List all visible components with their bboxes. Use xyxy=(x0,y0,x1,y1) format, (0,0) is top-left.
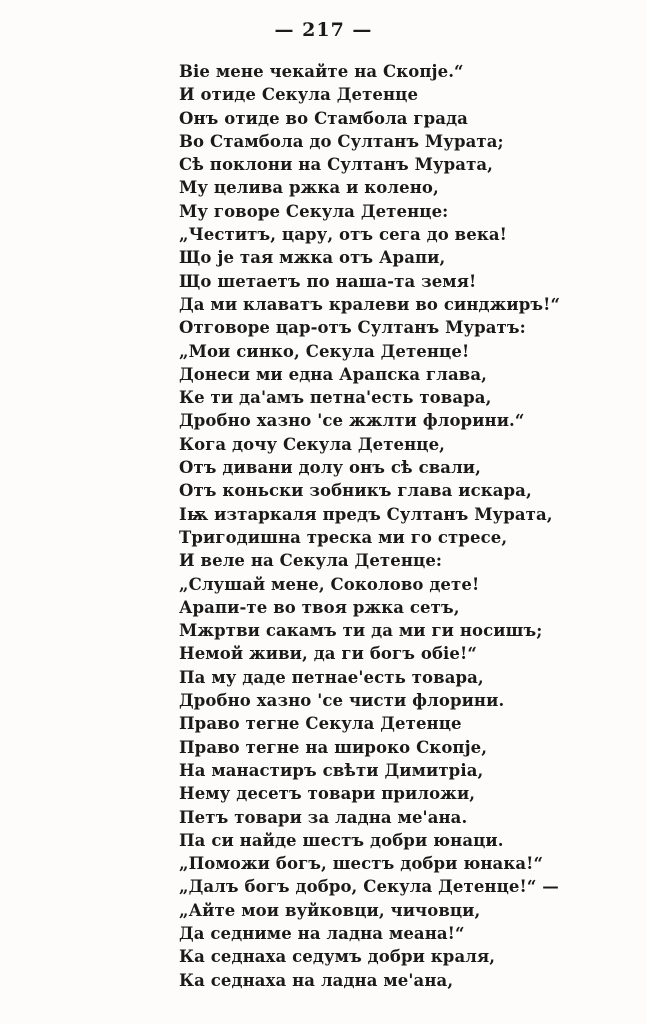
verse-line: Му говоре Секула Детенце: xyxy=(179,201,449,221)
verse-line: На манастиръ свѣти Димитріа, xyxy=(179,760,484,780)
verse-line: Онъ отиде во Стамбола града xyxy=(179,108,468,128)
verse-line: Немой живи, да ги богъ обіе!“ xyxy=(179,644,477,664)
verse-line: Петъ товари за ладна ме'ана. xyxy=(179,807,468,827)
verse-line: „Мои синко, Секула Детенце! xyxy=(179,341,470,361)
verse-line: Тригодишна треска ми го стресе, xyxy=(179,527,508,547)
verse-line: Нему десетъ товари приложи, xyxy=(179,784,476,804)
verse-line: Па му даде петнае'есть товара, xyxy=(179,667,484,687)
verse-line: „Поможи богъ, шестъ добри юнака!“ xyxy=(179,854,544,874)
verse-line: Ке ти да'амъ петна'есть товара, xyxy=(179,388,492,408)
verse-line: И отиде Секула Детенце xyxy=(179,85,419,105)
verse-line: „Айте мои вуйковци, чичовци, xyxy=(179,900,481,920)
verse-line: И веле на Секула Детенце: xyxy=(179,551,443,571)
verse-line: Мжртви сакамъ ти да ми ги носишъ; xyxy=(179,621,543,641)
verse-line: Арапи-те во твоя ржка сетъ, xyxy=(179,597,460,617)
verse-line: Право тегне на широко Скопје, xyxy=(179,737,488,757)
verse-line: Віе мене чекайте на Скопје.“ xyxy=(179,62,464,81)
verse-line: Донеси ми една Арапска глава, xyxy=(179,364,487,384)
verse-line: Сѣ поклони на Султанъ Мурата, xyxy=(179,155,494,175)
verse-line: Ка седнаха седумъ добри краля, xyxy=(179,947,496,967)
verse-line: Отъ дивани долу онъ сѣ свали, xyxy=(179,458,481,478)
poem-text xyxy=(179,60,619,992)
verse-line: Дробно хазно 'се жжлти флорини.“ xyxy=(179,411,525,431)
page-number: — 217 — xyxy=(274,19,373,41)
verse-line: Ка седнаха на ладна ме'ана, xyxy=(179,970,454,990)
verse-line: „Честитъ, цару, отъ сега до века! xyxy=(179,225,507,245)
verse-line: Во Стамбола до Султанъ Мурата; xyxy=(179,131,504,151)
verse-line: Право тегне Секула Детенце xyxy=(179,714,462,734)
verse-line: Да ми клаватъ кралеви во синджиръ!“ xyxy=(179,294,561,314)
verse-line: Отъ коньски зобникъ глава искара, xyxy=(179,481,532,501)
verse-line: Па си найде шестъ добри юнаци. xyxy=(179,830,504,850)
verse-line: „Слушай мене, Соколово дете! xyxy=(179,574,480,594)
verse-line: Дробно хазно 'се чисти флорини. xyxy=(179,691,505,711)
verse-line: Да седниме на ладна меана!“ xyxy=(179,923,465,943)
verse-line: Що шетаетъ по наша-та земя! xyxy=(179,271,477,291)
verse-line: Му целива ржка и колено, xyxy=(179,178,439,198)
verse-line: Іѭ изтаркаля предъ Султанъ Мурата, xyxy=(179,504,553,524)
verse-line: Що је тая мжка отъ Арапи, xyxy=(179,248,446,268)
verse-line: Отговоре цар-отъ Султанъ Муратъ: xyxy=(179,318,526,338)
verse-line: „Далъ богъ добро, Секула Детенце!“ — xyxy=(179,877,559,897)
verse-line: Кога дочу Секула Детенце, xyxy=(179,434,446,454)
